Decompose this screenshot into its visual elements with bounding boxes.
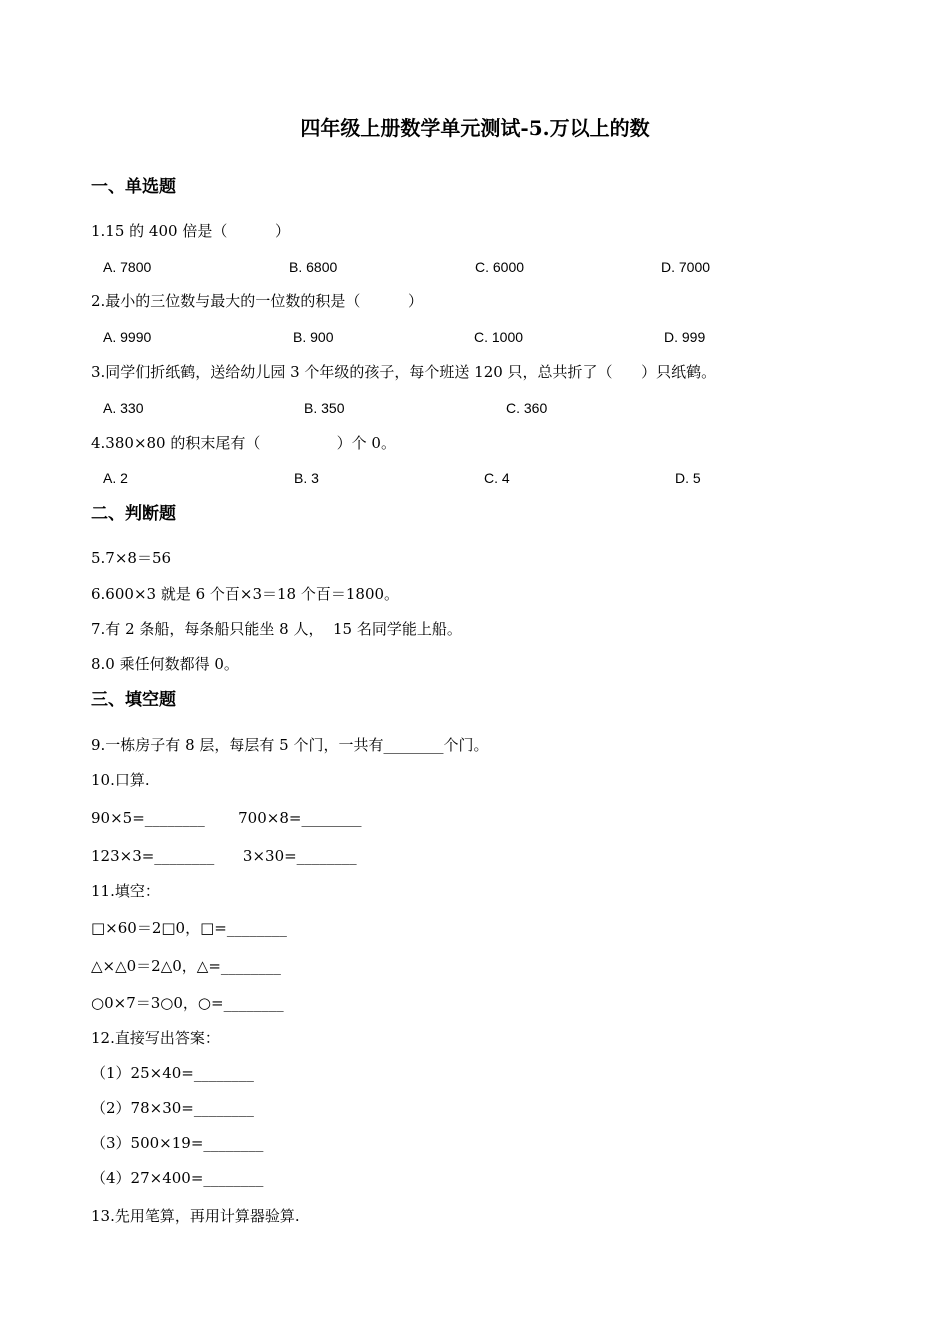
question-10-line-1: 90×5=________ 700×8=________ (91, 809, 362, 827)
question-12-stem: 12.直接写出答案： (91, 1029, 220, 1047)
question-7: 7.有 2 条船，每条船只能坐 8 人， 15 名同学能上船。 (91, 620, 462, 638)
section-heading-true-false: 二、判断题 (91, 504, 176, 524)
question-9: 9.一栋房子有 8 层，每层有 5 个门，一共有________个门。 (91, 736, 489, 754)
section-heading-fill-blank: 三、填空题 (91, 690, 176, 710)
question-1-stem: 1.15 的 400 倍是（ ） (91, 222, 291, 240)
question-1-option-d: D. 7000 (661, 259, 711, 275)
question-8: 8.0 乘任何数都得 0。 (91, 655, 239, 673)
question-3-option-c: C. 360 (506, 400, 548, 416)
question-1-option-b: B. 6800 (289, 259, 338, 275)
question-3-stem: 3.同学们折纸鹤，送给幼儿园 3 个年级的孩子，每个班送 120 只，总共折了（ ）只纸鹤。 (91, 363, 717, 381)
question-2-option-a: A. 9990 (103, 329, 152, 345)
page-title: 四年级上册数学单元测试-5.万以上的数 (300, 116, 650, 140)
question-12-item-2: （2）78×30=________ (91, 1099, 254, 1117)
question-2-option-b: B. 900 (293, 329, 334, 345)
question-11-line-2: △×△0＝2△0，△=________ (91, 957, 281, 975)
question-5: 5.7×8＝56 (91, 549, 172, 567)
question-12-item-3: （3）500×19=________ (91, 1134, 264, 1152)
question-2-option-d: D. 999 (664, 329, 706, 345)
question-11-stem: 11.填空： (91, 882, 160, 900)
question-12-item-1: （1）25×40=________ (91, 1064, 254, 1082)
question-4-option-d: D. 5 (675, 470, 701, 486)
question-12-item-4: （4）27×400=________ (91, 1169, 264, 1187)
question-4-stem: 4.380×80 的积末尾有（ ）个 0。 (91, 434, 396, 452)
question-2-option-c: C. 1000 (474, 329, 524, 345)
question-11-line-1: □×60＝2□0，□=________ (91, 919, 287, 937)
question-11-line-3: ○0×7＝3○0，○=________ (91, 994, 284, 1012)
question-4-option-a: A. 2 (103, 470, 128, 486)
question-3-option-a: A. 330 (103, 400, 144, 416)
question-1-option-c: C. 6000 (475, 259, 525, 275)
question-1-option-a: A. 7800 (103, 259, 152, 275)
question-10-stem: 10.口算. (91, 771, 150, 789)
question-6: 6.600×3 就是 6 个百×3＝18 个百＝1800。 (91, 585, 400, 603)
question-2-stem: 2.最小的三位数与最大的一位数的积是（ ） (91, 292, 423, 310)
question-10-line-2: 123×3=________ 3×30=________ (91, 847, 357, 865)
question-3-option-b: B. 350 (304, 400, 345, 416)
section-heading-single-choice: 一、单选题 (91, 177, 176, 197)
question-4-option-c: C. 4 (484, 470, 510, 486)
question-13-stem: 13.先用笔算，再用计算器验算. (91, 1207, 300, 1225)
question-4-option-b: B. 3 (294, 470, 319, 486)
